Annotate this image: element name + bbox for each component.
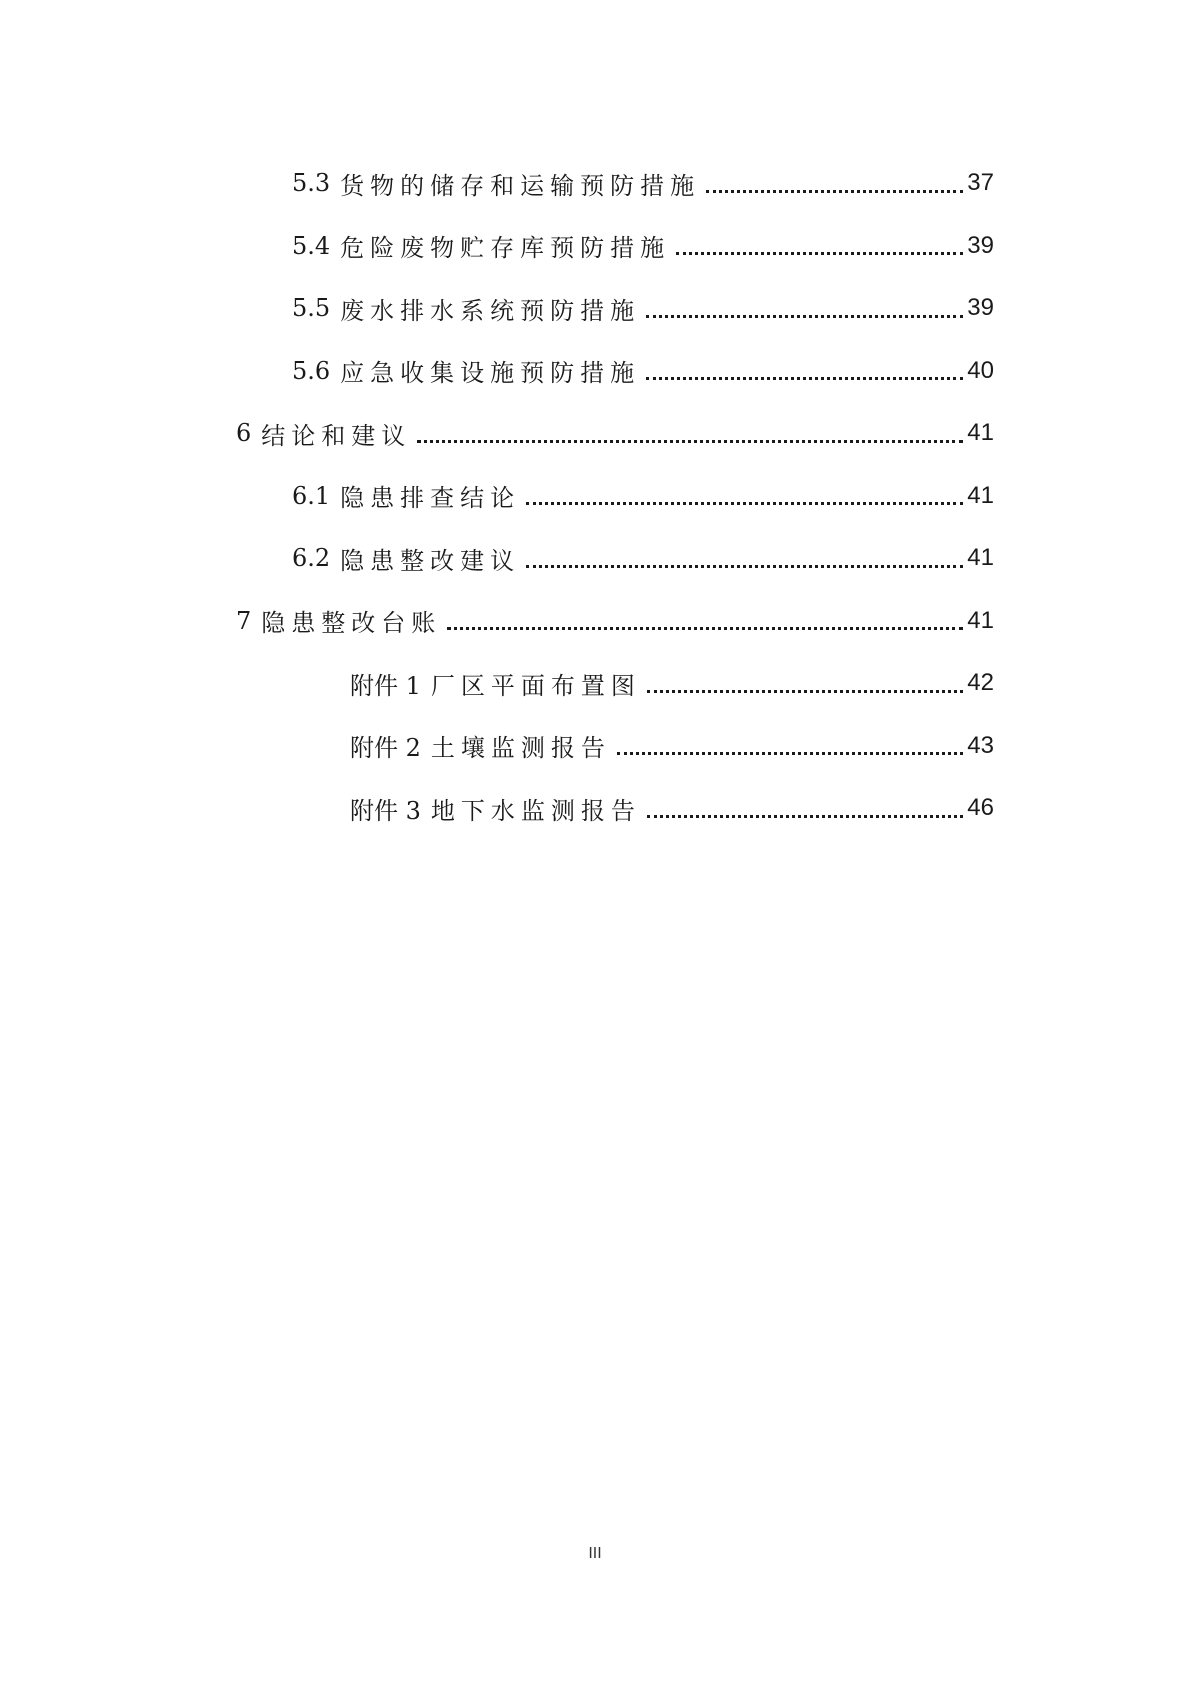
dot-leader [447, 627, 963, 630]
toc-entry-title: 应急收集设施预防措施 [340, 359, 641, 388]
toc-entry-page: 43 [967, 731, 994, 759]
toc-entry-title: 货物的储存和运输预防措施 [340, 171, 701, 200]
dot-leader [526, 565, 963, 568]
toc-entry-title: 废水排水系统预防措施 [340, 296, 641, 325]
toc-entry-title: 危险废物贮存库预防措施 [340, 234, 671, 263]
toc-entry-page: 39 [967, 294, 994, 322]
dot-leader [706, 190, 963, 193]
toc-entry-number: 5.3 [292, 169, 331, 198]
table-of-contents [0, 152, 1190, 840]
toc-entry-title: 隐患整改台账 [261, 609, 442, 638]
toc-entry-appendix-2[interactable] [0, 715, 1190, 778]
toc-entry-page: 40 [967, 356, 994, 384]
toc-entry-number: 附件 2 [350, 734, 421, 763]
toc-entry-title: 土壤监测报告 [430, 734, 611, 763]
toc-entry-6[interactable] [0, 402, 1190, 465]
toc-entry-number: 5.6 [292, 356, 331, 385]
toc-entry-title: 地下水监测报告 [430, 796, 641, 825]
toc-entry-6-1[interactable] [0, 465, 1190, 528]
toc-entry-title: 隐患整改建议 [340, 546, 521, 575]
toc-entry-page: 42 [967, 669, 994, 697]
toc-entry-title: 结论和建议 [261, 421, 412, 450]
dot-leader [617, 752, 963, 755]
toc-entry-number: 5.5 [292, 294, 331, 323]
toc-entry-page: 46 [967, 794, 994, 822]
toc-entry-page: 41 [967, 419, 994, 447]
toc-entry-5-6[interactable] [0, 340, 1190, 403]
toc-entry-title: 隐患排查结论 [340, 484, 521, 513]
toc-entry-appendix-1[interactable] [0, 652, 1190, 715]
toc-entry-number: 6 [236, 419, 252, 448]
toc-entry-title: 厂区平面布置图 [430, 671, 641, 700]
toc-entry-5-5[interactable] [0, 277, 1190, 340]
toc-entry-6-2[interactable] [0, 527, 1190, 590]
toc-entry-number: 附件 1 [350, 671, 421, 700]
toc-entry-appendix-3[interactable] [0, 777, 1190, 840]
toc-entry-page: 41 [967, 481, 994, 509]
dot-leader [526, 502, 963, 505]
dot-leader [647, 815, 963, 818]
toc-entry-5-4[interactable] [0, 215, 1190, 278]
dot-leader [676, 252, 963, 255]
toc-entry-page: 41 [967, 606, 994, 634]
dot-leader [646, 377, 963, 380]
page-number-footer: III [588, 1545, 602, 1562]
toc-entry-number: 附件 3 [350, 796, 421, 825]
toc-entry-page: 39 [967, 231, 994, 259]
toc-entry-number: 6.1 [292, 481, 331, 510]
toc-entry-number: 7 [236, 606, 252, 635]
dot-leader [417, 440, 963, 443]
toc-entry-page: 37 [967, 169, 994, 197]
dot-leader [646, 315, 963, 318]
toc-entry-number: 5.4 [292, 231, 331, 260]
toc-entry-page: 41 [967, 544, 994, 572]
toc-entry-5-3[interactable] [0, 152, 1190, 215]
dot-leader [647, 690, 963, 693]
toc-entry-number: 6.2 [292, 544, 331, 573]
toc-entry-7[interactable] [0, 590, 1190, 653]
